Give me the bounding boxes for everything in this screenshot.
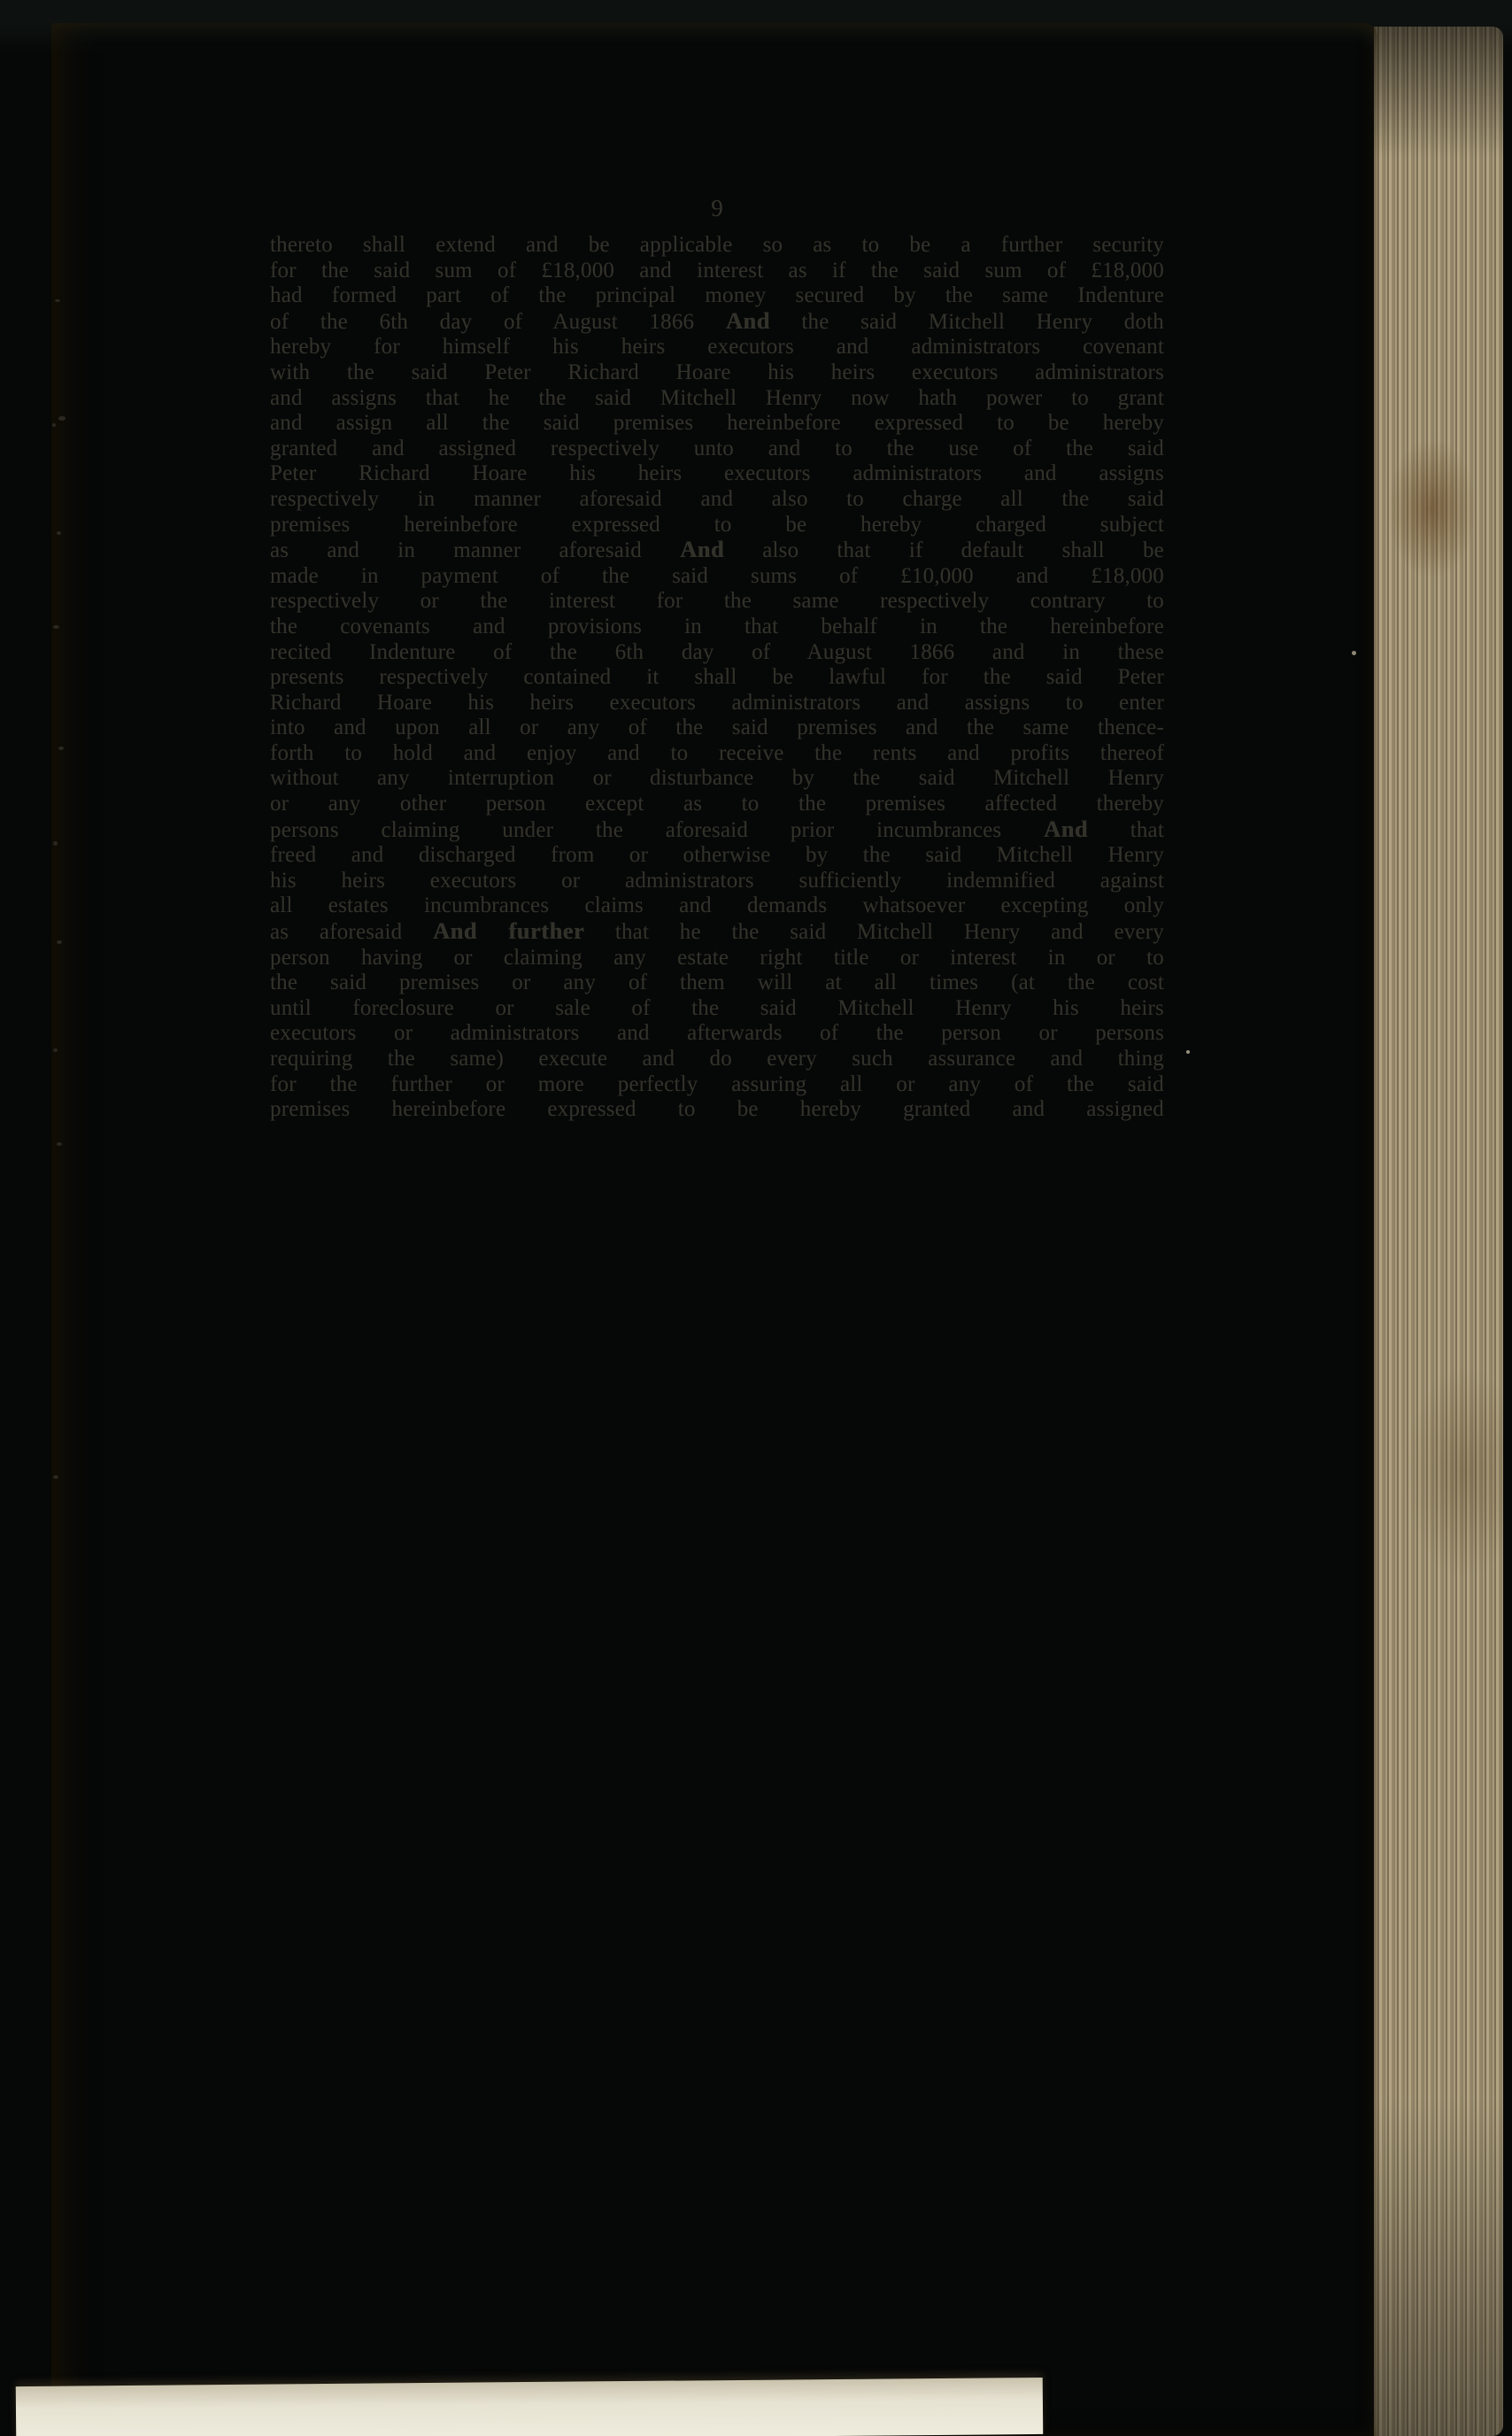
text-line [270,1097,1164,1123]
text-segment: recited Indenture of the 6th day of August 1866 and in these [270,639,1164,664]
blackletter-word: And [725,307,770,334]
text-line [270,437,1164,462]
ink-speck [57,1142,62,1146]
book-page [51,23,1377,2436]
ink-speck [53,1048,58,1052]
text-line [270,513,1164,538]
ink-speck [1186,1050,1190,1054]
ink-speck [57,531,61,535]
page-number: 9 [711,195,723,221]
text-segment: requiring the same) execute and do every such assurance and thing [270,1047,1164,1071]
text-segment: with the said Peter Richard Hoare his heirs executors administrators [270,360,1164,384]
text-segment: premises hereinbefore expressed to be hereby granted and assigned [270,1097,1164,1122]
text-segment: also that if default shall be [724,538,1164,563]
text-segment: or any other person except as to the premises affected thereby [270,792,1164,816]
text-segment: Peter Richard Hoare his heirs executors administrators and assigns [270,461,1164,486]
text-segment: freed and discharged from or otherwise by the said Mitchell Henry [270,843,1164,868]
text-line [270,564,1164,590]
text-segment: made in payment of the said sums of £10,000 and £18,000 [270,563,1164,588]
ink-speck [53,841,58,846]
text-line [270,615,1164,640]
text-line [270,843,1164,869]
text-line [270,1072,1164,1098]
text-line [270,589,1164,615]
ink-speck [1352,651,1356,655]
text-line [270,715,1164,741]
text-line [270,283,1164,309]
text-segment: for the said sum of £18,000 and interest as if the said sum of £18,000 [270,258,1164,282]
text-segment: the covenants and provisions in that behalf in the hereinbefore [270,614,1164,638]
blackletter-word: And further [432,918,585,945]
text-segment: and assigns that he the said Mitchell Henry now hath power to grant [270,385,1164,410]
text-segment: respectively or the interest for the same respectively contrary to [270,589,1164,614]
text-line [270,537,1164,564]
text-line [270,1047,1164,1072]
ink-speck [53,1475,58,1479]
text-segment: for the further or more perfectly assuring all or any of the said [270,1071,1164,1096]
text-segment: had formed part of the principal money secured by the same Indenture [270,283,1164,308]
text-line [270,741,1164,767]
text-segment: his heirs executors or administrators sufficiently indemnified against [270,868,1164,893]
text-line [270,971,1164,996]
text-line [270,335,1164,360]
text-segment: without any interruption or disturbance by the said Mitchell Henry [270,766,1164,791]
text-segment: until foreclosure or sale of the said Mitchell Henry his heirs [270,995,1164,1020]
text-line [270,233,1164,259]
text-segment: forth to hold and enjoy and to receive the rents and profits thereof [270,740,1164,765]
text-line [270,259,1164,284]
text-line [270,919,1164,946]
under-page-edge [16,2378,1044,2436]
text-segment: granted and assigned respectively unto and to the use of the said [270,436,1164,460]
text-segment: the said Mitchell Henry doth [769,309,1164,334]
text-line [270,360,1164,386]
text-segment: person having or claiming any estate right title or interest in or to [270,945,1164,970]
blackletter-word: And [1044,816,1089,842]
text-block [270,233,1164,1123]
text-segment: that [1088,817,1164,842]
ink-speck [57,940,62,944]
text-segment: thereto shall extend and be applicable so as to be a further security [270,233,1164,257]
text-line [270,665,1164,691]
text-line [270,1021,1164,1047]
text-segment: of the 6th day of August 1866 [270,309,726,334]
text-line [270,411,1164,437]
text-segment: persons claiming under the aforesaid prior incumbrances [270,817,1045,842]
text-line [270,691,1164,716]
blackletter-word: And [680,537,725,563]
text-line [270,309,1164,336]
text-segment: into and upon all or any of the said premises and the same thence- [270,715,1164,740]
text-line [270,640,1164,666]
ink-speck [55,299,60,302]
page-stack-edge [1374,27,1503,2436]
ink-speck [53,625,59,629]
ink-speck [58,416,66,421]
ink-speck [58,746,64,750]
text-segment: all estates incumbrances claims and demands whatsoever excepting only [270,893,1164,918]
text-segment: as aforesaid [270,920,433,945]
text-segment: that he the said Mitchell Henry and every [584,920,1164,945]
text-line [270,386,1164,412]
text-line [270,869,1164,894]
text-line [270,817,1164,844]
text-segment: premises hereinbefore expressed to be hereby charged subject [270,512,1164,537]
text-segment: respectively in manner aforesaid and also to charge all the said [270,486,1164,511]
text-segment: hereby for himself his heirs executors and administrators covenant [270,335,1164,360]
ink-speck [52,423,56,427]
text-segment: executors or administrators and afterwards of the person or persons [270,1021,1164,1046]
text-segment: and assign all the said premises hereinbefore expressed to be hereby [270,411,1164,436]
text-segment: presents respectively contained it shall be lawful for the said Peter [270,665,1164,690]
text-line [270,946,1164,971]
text-line [270,461,1164,487]
text-segment: as and in manner aforesaid [270,538,681,563]
text-line [270,893,1164,919]
text-line [270,792,1164,817]
text-segment: the said premises or any of them will at all times (at the cost [270,971,1164,995]
text-segment: Richard Hoare his heirs executors administrators and assigns to enter [270,690,1164,715]
text-line [270,996,1164,1022]
text-line [270,766,1164,792]
text-line [270,487,1164,513]
